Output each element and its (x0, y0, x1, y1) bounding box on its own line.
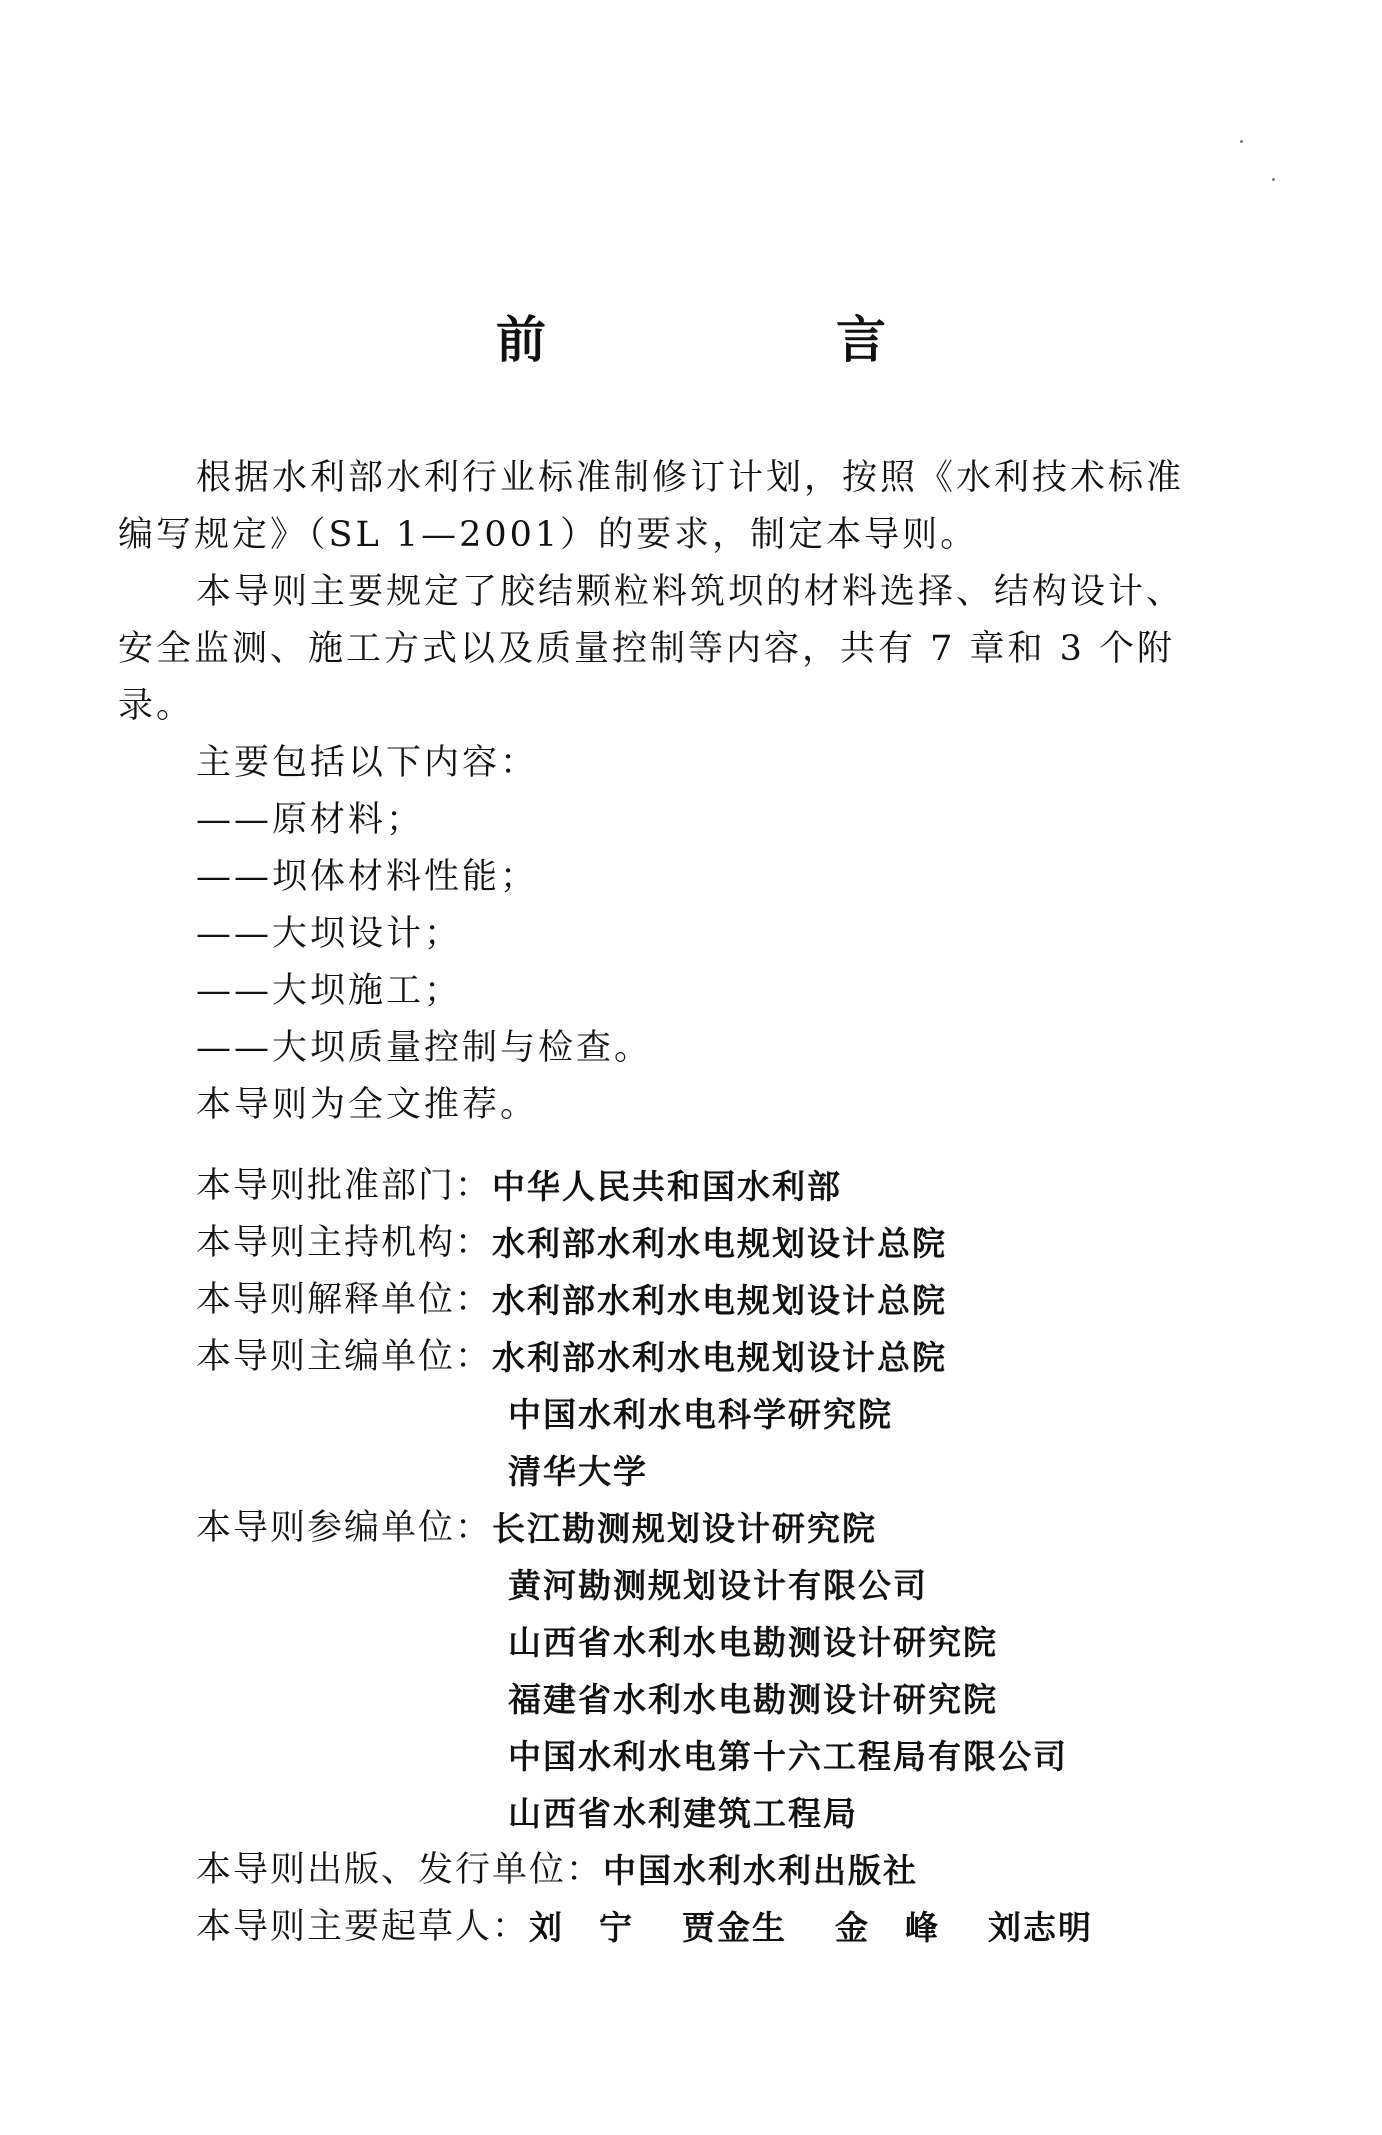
scan-speck (1240, 140, 1243, 143)
drafter-name: 刘志明 (988, 1908, 1094, 1947)
chief-editor-row (196, 1329, 1296, 1386)
participant-value: 长江勘测规划设计研究院 (492, 1509, 878, 1548)
chief-editor-value: 清华大学 (508, 1452, 648, 1491)
drafter-name: 贾金生 (682, 1908, 788, 1947)
paragraph-recommend: 本导则为全文推荐。 (196, 1085, 539, 1125)
drafters-list (529, 1899, 1141, 1956)
participant-row (196, 1728, 1296, 1785)
participant-value: 中国水利水电第十六工程局有限公司 (508, 1737, 1068, 1776)
content-item: ——大坝设计； (196, 914, 463, 954)
scan-speck (1272, 178, 1275, 181)
paragraph-contents-intro: 主要包括以下内容： (196, 743, 539, 783)
host-row (196, 1215, 1296, 1272)
page-title: 前 言 (496, 311, 1006, 369)
host-label: 本导则主持机构： (196, 1223, 493, 1263)
paragraph-basis: 根据水利部水利行业标准制修订计划，按照《水利技术标准编写规定》（SL 1—2001）的要求，制定本导则。 (118, 458, 1185, 555)
publisher-value: 中国水利水利出版社 (603, 1851, 919, 1890)
approver-label: 本导则批准部门： (196, 1166, 493, 1206)
chief-editor-label: 本导则主编单位： (196, 1337, 493, 1377)
content-item: ——原材料； (196, 800, 425, 840)
publisher-label: 本导则出版、发行单位： (196, 1850, 604, 1890)
participant-row (196, 1500, 1296, 1557)
foreword-body (118, 450, 1208, 1134)
content-item: ——坝体材料性能； (196, 857, 539, 897)
interpreter-label: 本导则解释单位： (196, 1280, 493, 1320)
paragraph-scope: 本导则主要规定了胶结颗粒料筑坝的材料选择、结构设计、安全监测、施工方式以及质量控制等内容，共有 7 章和 3 个附录。 (118, 572, 1185, 726)
chief-editor-value: 中国水利水电科学研究院 (508, 1395, 893, 1434)
chief-editor-row (196, 1443, 1296, 1500)
participant-row (196, 1785, 1296, 1842)
content-item: ——大坝质量控制与检查。 (196, 1028, 653, 1068)
drafters-label: 本导则主要起草人： (196, 1907, 530, 1947)
participant-value: 黄河勘测规划设计有限公司 (508, 1566, 928, 1605)
participant-value: 山西省水利水电勘测设计研究院 (508, 1623, 998, 1662)
participant-row (196, 1557, 1296, 1614)
responsible-units (196, 1158, 1296, 1956)
participant-value: 山西省水利建筑工程局 (508, 1794, 858, 1833)
interpreter-row (196, 1272, 1296, 1329)
approver-row (196, 1158, 1296, 1215)
interpreter-value: 水利部水利水电规划设计总院 (492, 1281, 948, 1320)
participant-row (196, 1614, 1296, 1671)
participant-value: 福建省水利水电勘测设计研究院 (508, 1680, 998, 1719)
chief-editor-value: 水利部水利水电规划设计总院 (492, 1338, 948, 1377)
chief-editor-row (196, 1386, 1296, 1443)
approver-value: 中华人民共和国水利部 (492, 1167, 843, 1206)
content-item: ——大坝施工； (196, 971, 463, 1011)
drafters-row (196, 1899, 1296, 1956)
publisher-row (196, 1842, 1296, 1899)
participant-row (196, 1671, 1296, 1728)
drafter-name: 刘 宁 (529, 1908, 635, 1947)
drafter-name: 金 峰 (835, 1908, 941, 1947)
host-value: 水利部水利水电规划设计总院 (492, 1224, 948, 1263)
participant-label: 本导则参编单位： (196, 1508, 493, 1548)
